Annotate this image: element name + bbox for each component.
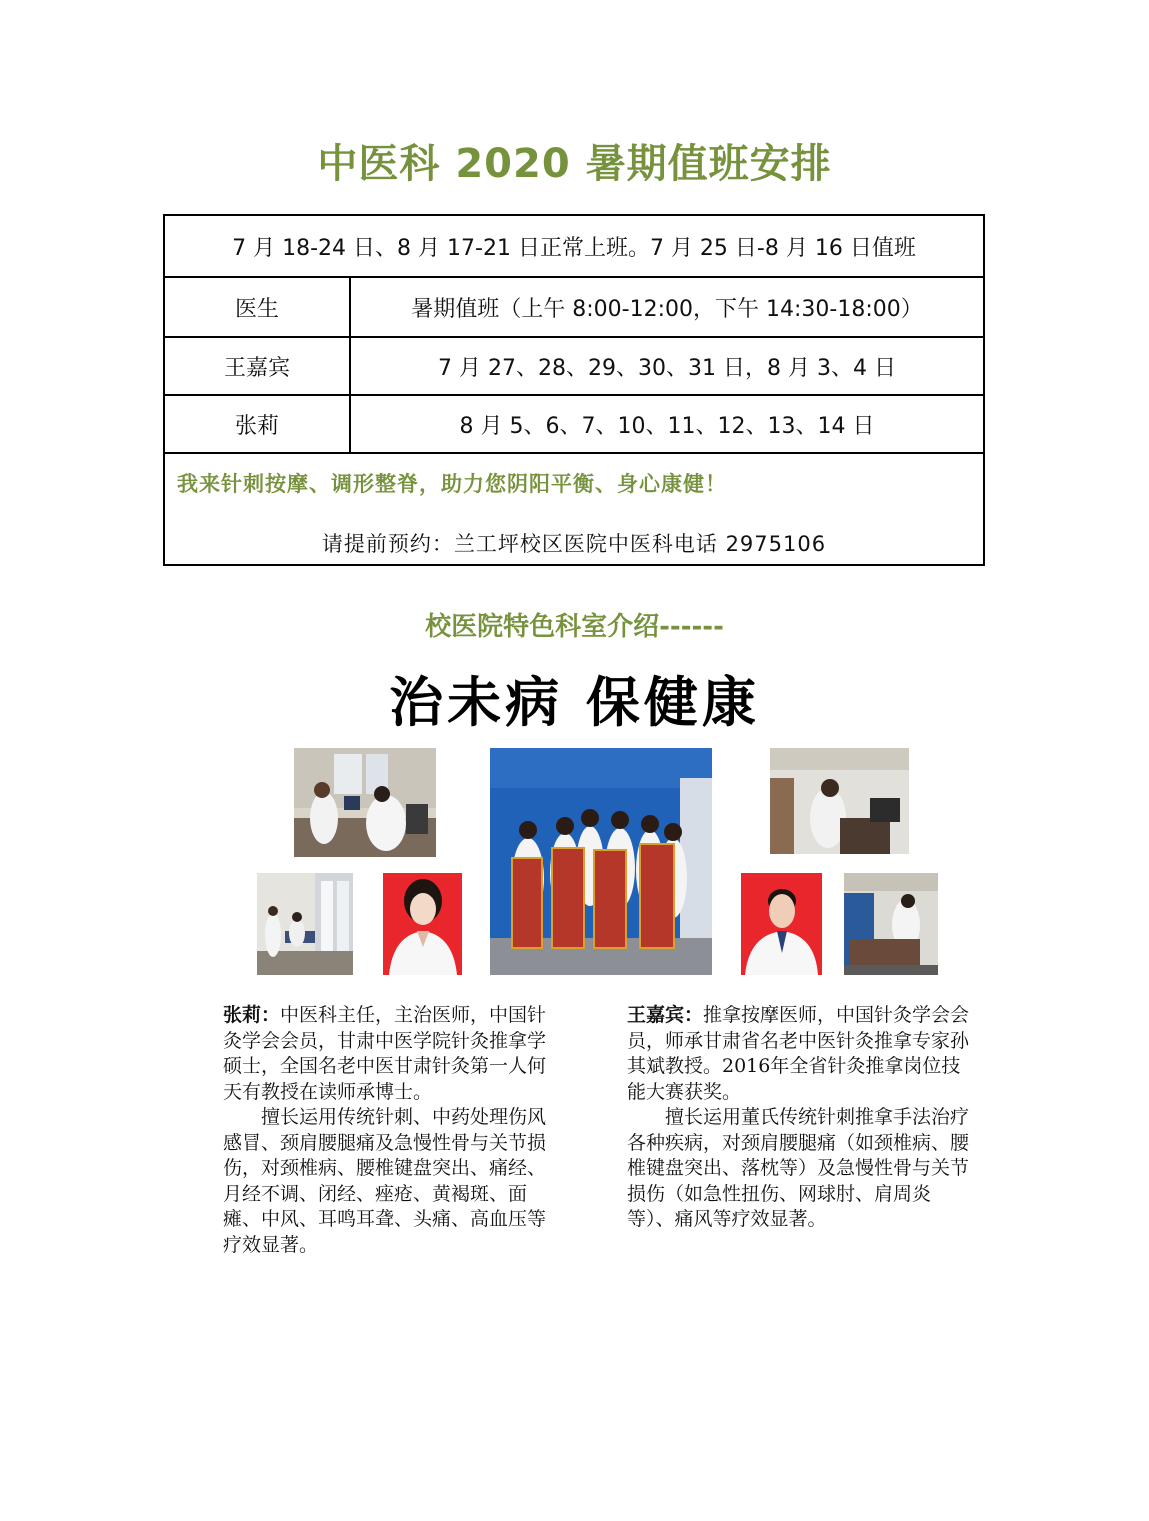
- section-title: 校医院特色科室介绍------: [425, 612, 724, 642]
- wang-jiabin-bio: [627, 1003, 972, 1233]
- duty-dates-cell: 8 月 5、6、7、10、11、12、13、14 日: [350, 395, 984, 453]
- shift-header: 暑期值班（上午 8:00-12:00，下午 14:30-18:00）: [350, 277, 984, 337]
- footer-cell: [164, 453, 984, 565]
- bio-text: 中医科主任，主治医师，中国针灸学会会员，甘肃中医学院针灸推拿学硕士，全国名老中医甘肃针灸第一人何天有教授在读师承博士。: [223, 1004, 547, 1103]
- overview-cell: 7 月 18-24 日、8 月 17-21 日正常上班。7 月 25 日-8 月 16 日值班: [164, 215, 984, 277]
- footer-row: [164, 453, 984, 565]
- table-row: [164, 395, 984, 453]
- header-row: [164, 277, 984, 337]
- zhang-li-bio: [223, 1003, 563, 1258]
- doctor-name: 王嘉宾：: [627, 1004, 704, 1026]
- schedule-table: [163, 214, 985, 566]
- wang-jiabin-specialty: 擅长运用董氏传统针刺推拿手法治疗各种疾病，对颈肩腰腿痛（如颈椎病、腰椎键盘突出、落枕等）及急慢性骨与关节损伤（如急性扭伤、网球肘、肩周炎等）、痛风等疗效显著。: [627, 1106, 970, 1230]
- doctor-header: 医生: [164, 277, 350, 337]
- slogan-text: 我来针刺按摩、调形整脊，助力您阴阳平衡、身心康健！: [177, 472, 727, 496]
- clinic-consultation-photo: [294, 748, 436, 857]
- team-banners-photo: [490, 748, 712, 975]
- bio-text: 推拿按摩医师，中国针灸学会会员，师承甘肃省名老中医针灸推拿专家孙其斌教授。2016年全省针灸推拿岗位技能大赛获奖。: [627, 1004, 970, 1103]
- zhang-li-specialty: 擅长运用传统针刺、中药处理伤风感冒、颈肩腰腿痛及急慢性骨与关节损伤，对颈椎病、腰椎键盘突出、痛经、月经不调、闭经、痤疮、黄褐斑、面瘫、中风、耳鸣耳聋、头痛、高血压等疗效显著。: [223, 1106, 547, 1256]
- doctor-name-cell: 张莉: [164, 395, 350, 453]
- booking-text: 请提前预约：兰工坪校区医院中医科电话 2975106: [321, 532, 827, 556]
- wang-jiabin-portrait: [741, 873, 822, 975]
- page-title: 中医科 2020 暑期值班安排: [317, 141, 832, 187]
- table-row: [164, 337, 984, 395]
- treatment-room-photo: [257, 873, 353, 975]
- wang-jiabin-intro: [627, 1003, 972, 1105]
- zhang-li-portrait: [383, 873, 462, 975]
- doctor-name-cell: 王嘉宾: [164, 337, 350, 395]
- massage-treatment-photo: [770, 748, 909, 854]
- duty-dates-cell: 7 月 27、28、29、30、31 日，8 月 3、4 日: [350, 337, 984, 395]
- spinal-adjustment-photo: [844, 873, 938, 975]
- doctor-name: 张莉：: [223, 1004, 281, 1026]
- overview-row: [164, 215, 984, 277]
- motto-heading: 治未病 保健康: [389, 670, 760, 734]
- zhang-li-intro: [223, 1003, 563, 1105]
